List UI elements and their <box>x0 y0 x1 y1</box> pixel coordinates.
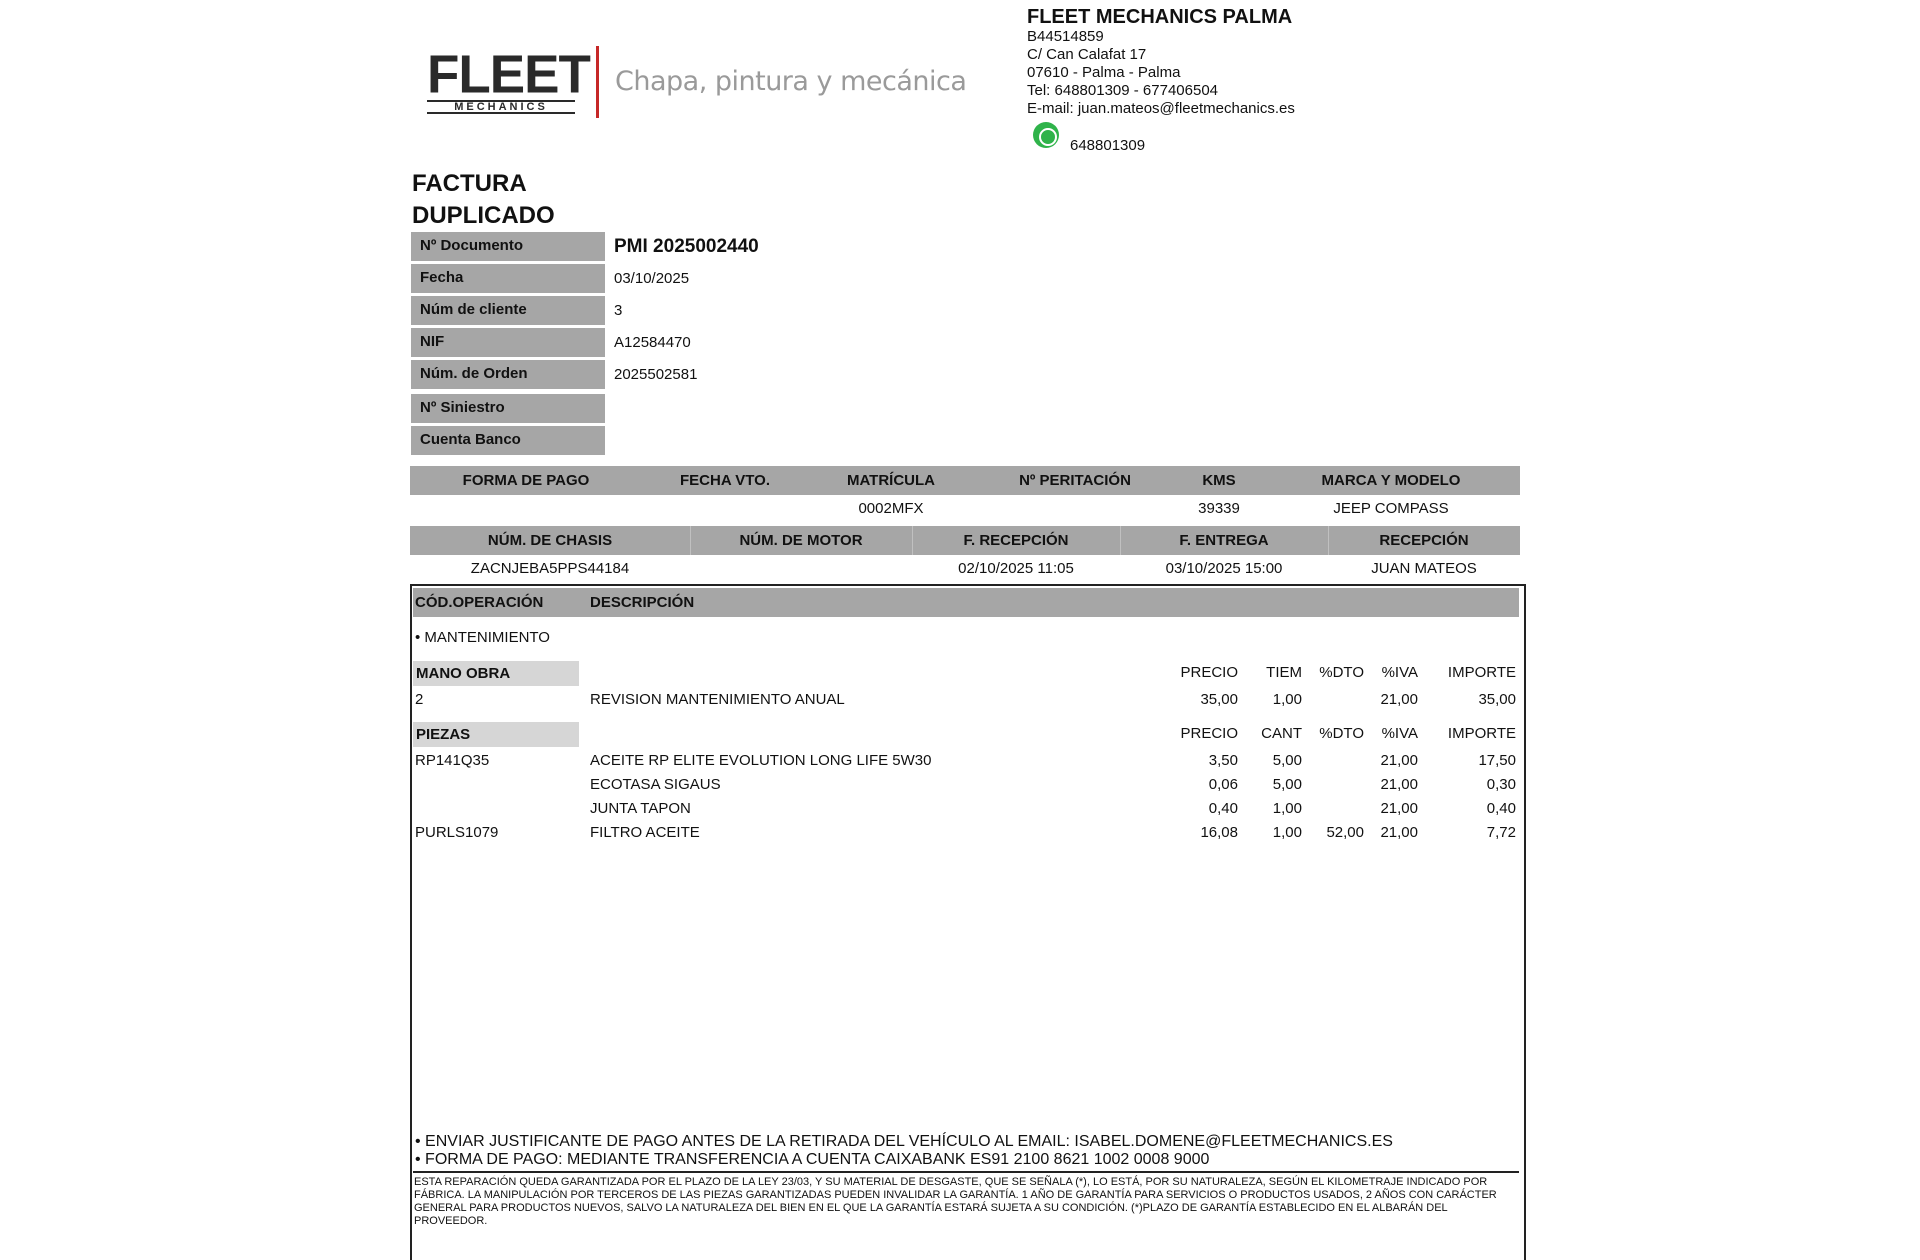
info-label-order: Núm. de Orden <box>411 360 605 389</box>
company-email: E-mail: juan.mateos@fleetmechanics.es <box>1027 100 1295 117</box>
company-info <box>1027 6 1295 118</box>
company-cif: B44514859 <box>1027 28 1104 45</box>
logo-divider <box>596 46 599 118</box>
parts-row-amount: 17,50 <box>1478 752 1516 769</box>
parts-row-quantity: 5,00 <box>1272 752 1302 769</box>
labor-row-code: 2 <box>415 691 424 708</box>
value-chassis: ZACNJEBA5PPS44184 <box>470 560 630 577</box>
header-make-model: MARCA Y MODELO <box>1321 472 1461 489</box>
notes-divider <box>413 1171 1519 1173</box>
value-make-model: JEEP COMPASS <box>1333 500 1449 517</box>
info-value-date: 03/10/2025 <box>614 270 690 287</box>
labor-col-price: PRECIO <box>1180 664 1238 681</box>
labor-row-amount: 35,00 <box>1478 691 1516 708</box>
value-reception-date: 02/10/2025 11:05 <box>958 560 1074 577</box>
header-due-date: FECHA VTO. <box>679 472 770 489</box>
labor-row-description: REVISION MANTENIMIENTO ANUAL <box>590 691 845 708</box>
labor-col-time: TIEM <box>1266 664 1302 681</box>
company-city: 07610 - Palma - Palma <box>1027 64 1181 81</box>
parts-row-description: FILTRO ACEITE <box>590 824 700 841</box>
value-receptionist: JUAN MATEOS <box>1371 560 1477 577</box>
parts-row-description: ECOTASA SIGAUS <box>590 776 721 793</box>
value-plate: 0002MFX <box>858 500 924 517</box>
parts-col-quantity: CANT <box>1261 725 1302 742</box>
header-receptionist: RECEPCIÓN <box>1379 532 1469 549</box>
operations-header-bar <box>413 588 1519 617</box>
warranty-legal-text: ESTA REPARACIÓN QUEDA GARANTIZADA POR EL PLAZO DE LA LEY 23/03, Y SU MATERIAL DE DESGASTE, QUE SE SEÑALA (*), LO ESTÁ, POR SU NATURALEZA, SEGÚN EL KILOMETRAJE INDICADO POR FÁBRICA. LA MANIPULACIÓN POR TERCEROS DE LAS PIEZAS GARANTIZADAS PUEDEN INVALIDAR LA GARANTÍA. 1 AÑO DE GARANTÍA PARA SERVICIOS O PRODUCTOS USADOS, 2 AÑOS CON CARÁCTER GENERAL PARA PRODUCTOS NUEVOS, SALVO LA NATURALEZA DEL BIEN EN EL QUE LA GARANTÍA ESTARÁ SUJETA A SU CONDICIÓN. (*)PLAZO DE GARANTÍA ESTABLECIDO EN EL ALBARÁN DEL PROVEEDOR. <box>414 1176 1497 1227</box>
parts-row-price: 16,08 <box>1200 824 1238 841</box>
header-operation-code: CÓD.OPERACIÓN <box>415 594 544 611</box>
company-name: FLEET MECHANICS PALMA <box>1027 6 1293 28</box>
info-label-document: Nº Documento <box>411 232 605 261</box>
parts-col-amount: IMPORTE <box>1447 725 1516 742</box>
parts-row-amount: 0,40 <box>1486 800 1516 817</box>
note-payment-proof: • ENVIAR JUSTIFICANTE DE PAGO ANTES DE LA RETIRADA DEL VEHÍCULO AL EMAIL: ISABEL.DOMENE@FLEETMECHANICS.ES <box>415 1133 1393 1150</box>
note-payment-method: • FORMA DE PAGO: MEDIANTE TRANSFERENCIA A CUENTA CAIXABANK ES91 2100 8621 1002 0008 9000 <box>415 1151 1210 1168</box>
parts-col-vat: %IVA <box>1381 725 1418 742</box>
whatsapp-number: 648801309 <box>1070 137 1146 154</box>
parts-row-code: RP141Q35 <box>415 752 490 769</box>
parts-col-discount: %DTO <box>1319 725 1364 742</box>
parts-row-quantity: 1,00 <box>1272 824 1302 841</box>
header-payment-method: FORMA DE PAGO <box>462 472 590 489</box>
parts-row-vat: 21,00 <box>1380 824 1418 841</box>
info-label-date: Fecha <box>411 264 605 293</box>
value-delivery-date: 03/10/2025 15:00 <box>1165 560 1283 577</box>
parts-row-description: JUNTA TAPON <box>590 800 691 817</box>
labor-row-time: 1,00 <box>1272 691 1302 708</box>
header-engine: NÚM. DE MOTOR <box>739 532 863 549</box>
parts-row-discount: 52,00 <box>1326 824 1364 841</box>
parts-col-price: PRECIO <box>1180 725 1238 742</box>
logo-tagline: Chapa, pintura y mecánica <box>615 66 967 97</box>
labor-row-vat: 21,00 <box>1380 691 1418 708</box>
header-appraisal: Nº PERITACIÓN <box>1019 472 1131 489</box>
parts-row-amount: 7,72 <box>1486 824 1516 841</box>
info-label-nif: NIF <box>411 328 605 357</box>
info-label-bank: Cuenta Banco <box>411 426 605 455</box>
header-chassis: NÚM. DE CHASIS <box>487 532 613 549</box>
info-value-order: 2025502581 <box>614 366 698 383</box>
parts-row-quantity: 1,00 <box>1272 800 1302 817</box>
info-value-client: 3 <box>614 302 623 319</box>
labor-row-price: 35,00 <box>1200 691 1238 708</box>
parts-row-vat: 21,00 <box>1380 752 1418 769</box>
info-label-claim: Nº Siniestro <box>411 394 605 423</box>
header-description: DESCRIPCIÓN <box>590 594 695 611</box>
labor-col-amount: IMPORTE <box>1447 664 1516 681</box>
header-delivery-date: F. ENTREGA <box>1179 532 1269 549</box>
header-plate: MATRÍCULA <box>846 472 936 489</box>
parts-row-vat: 21,00 <box>1380 776 1418 793</box>
parts-section-label: PIEZAS <box>413 722 579 747</box>
whatsapp-icon <box>1033 122 1059 148</box>
labor-col-vat: %IVA <box>1381 664 1418 681</box>
company-phone: Tel: 648801309 - 677406504 <box>1027 82 1219 99</box>
parts-row-amount: 0,30 <box>1486 776 1516 793</box>
header-kms: KMS <box>1202 472 1236 489</box>
invoice-title: FACTURA <box>412 170 527 197</box>
value-kms: 39339 <box>1198 500 1240 517</box>
company-address: C/ Can Calafat 17 <box>1027 46 1147 63</box>
parts-row-price: 0,06 <box>1208 776 1238 793</box>
parts-row-vat: 21,00 <box>1380 800 1418 817</box>
labor-col-discount: %DTO <box>1319 664 1364 681</box>
parts-row-price: 0,40 <box>1208 800 1238 817</box>
document-title <box>412 168 555 232</box>
parts-row-quantity: 5,00 <box>1272 776 1302 793</box>
invoice-subtitle: DUPLICADO <box>412 202 555 229</box>
parts-row-description: ACEITE RP ELITE EVOLUTION LONG LIFE 5W30 <box>590 752 932 769</box>
section-maintenance: • MANTENIMIENTO <box>415 629 550 646</box>
logo-subtitle: MECHANICS <box>427 100 575 114</box>
info-value-nif: A12584470 <box>614 334 691 351</box>
labor-section-label: MANO OBRA <box>413 661 579 686</box>
parts-row-code: PURLS1079 <box>415 824 499 841</box>
info-label-client: Núm de cliente <box>411 296 605 325</box>
parts-row-price: 3,50 <box>1208 752 1238 769</box>
info-value-document: PMI 2025002440 <box>614 236 759 257</box>
header-reception-date: F. RECEPCIÓN <box>963 532 1069 549</box>
logo-wordmark: FLEET <box>427 44 590 105</box>
